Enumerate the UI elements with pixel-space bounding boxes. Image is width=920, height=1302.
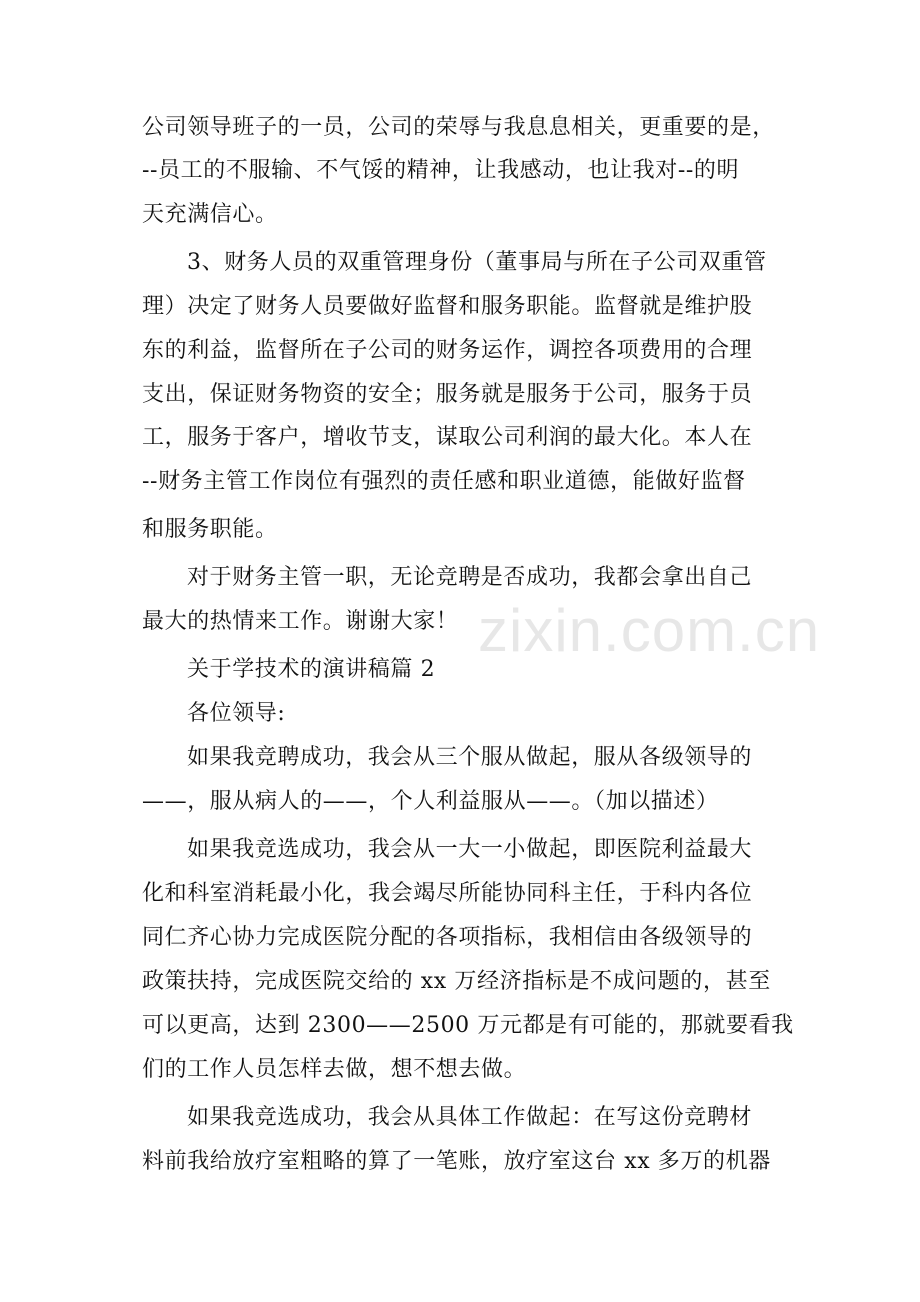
text-line: 天充满信心。 <box>142 202 278 227</box>
text-line: 如果我竞聘成功，我会从三个服从做起，服从各级领导的 <box>187 745 753 770</box>
text-line: ——，服从病人的——，个人利益服从——。（加以描述） <box>142 789 719 814</box>
text-line: 可以更高，达到 2300——2500 万元都是有可能的，那就要看我 <box>142 1013 794 1038</box>
text-line: --财务主管工作岗位有强烈的责任感和职业道德，能做好监督 <box>142 469 746 494</box>
text-line: 如果我竞选成功，我会从一大一小做起，即医院利益最大 <box>187 837 753 862</box>
text-line: 支出，保证财务物资的安全；服务就是服务于公司，服务于员 <box>142 382 753 407</box>
text-line: 如果我竞选成功，我会从具体工作做起：在写这份竞聘材 <box>187 1105 753 1130</box>
text-line: 政策扶持，完成医院交给的 xx 万经济指标是不成问题的，甚至 <box>142 969 771 994</box>
text-line: 同仁齐心协力完成医院分配的各项指标，我相信由各级领导的 <box>142 925 753 950</box>
text-line: 化和科室消耗最小化，我会竭尽所能协同科主任，于科内各位 <box>142 881 753 906</box>
text-line: 理）决定了财务人员要做好监督和服务职能。监督就是维护股 <box>142 294 753 319</box>
text-line: 东的利益，监督所在子公司的财务运作，调控各项费用的合理 <box>142 338 753 363</box>
text-line: --员工的不服输、不气馁的精神，让我感动，也让我对--的明 <box>142 158 740 183</box>
text-line: 和服务职能。 <box>142 517 278 542</box>
text-line: 3、财务人员的双重管理身份（董事局与所在子公司双重管 <box>187 250 767 275</box>
text-line: 最大的热情来工作。谢谢大家！ <box>142 609 459 634</box>
text-line: 们的工作人员怎样去做，想不想去做。 <box>142 1057 527 1082</box>
section-heading: 关于学技术的演讲稿篇 2 <box>187 657 436 682</box>
watermark: zixin.com.cn <box>478 597 821 664</box>
text-line: 公司领导班子的一员，公司的荣辱与我息息相关，更重要的是， <box>142 115 775 140</box>
salutation: 各位领导: <box>187 701 286 726</box>
text-line: 工，服务于客户，增收节支，谋取公司利润的最大化。本人在 <box>142 425 753 450</box>
text-line: 料前我给放疗室粗略的算了一笔账，放疗室这台 xx 多万的机器 <box>142 1149 771 1174</box>
text-line: 对于财务主管一职，无论竞聘是否成功，我都会拿出自己 <box>187 565 753 590</box>
